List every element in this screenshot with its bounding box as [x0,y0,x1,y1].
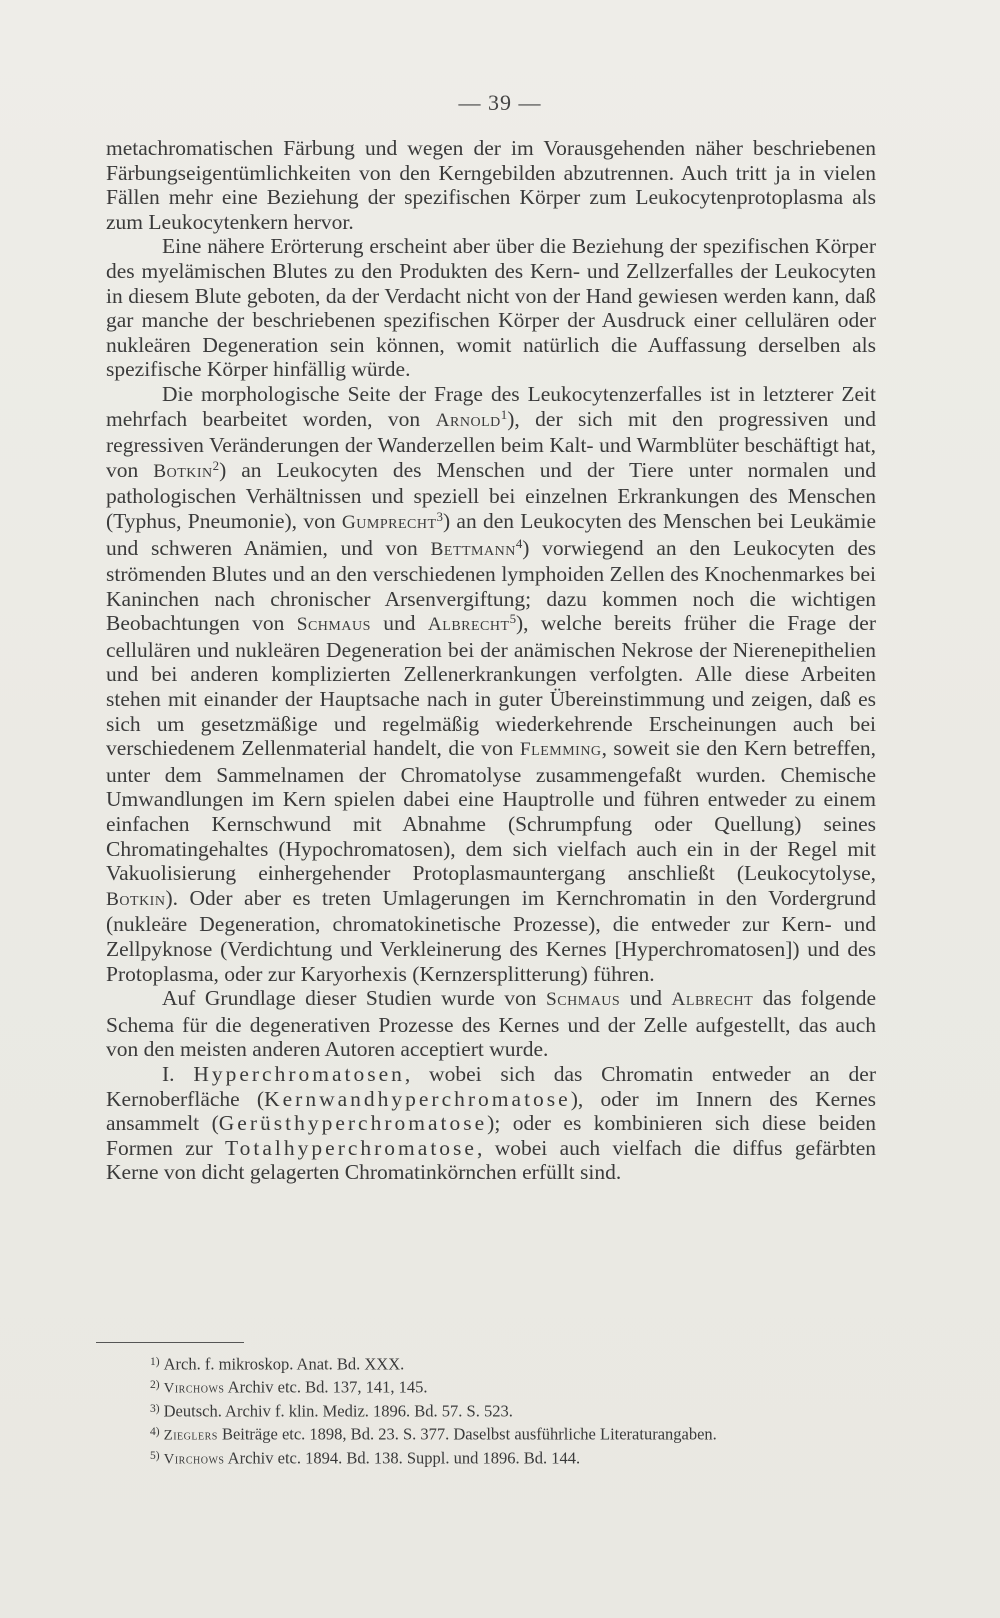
author-name: Schmaus [296,614,371,636]
text-segment: ). Oder aber es treten Umlagerungen im Kernchromatin in den Vordergrund (nukleäre Degeneration, chromatokinetische Prozesse), die entweder zur Kern- und Zellpyknose (Verdichtung und Verkleinerung des Kernes [Hyperchromatosen]) und des Protoplasma, oder zur Karyorhexis (Kernzersplitterung) führen. [106,885,876,986]
footnote [150,1446,880,1470]
footnote-reference: 5 [509,612,517,627]
text-segment: ), der sich mit den progressiven und regressiven Veränderungen der Wanderzellen beim Kalt- und Warmblüter beschäftigt hat, von [106,406,876,482]
text-segment: Eine nähere Erörterung erscheint aber über die Beziehung der spezifischen Körper des myelämischen Blutes zu den Produkten des Kern- und Zellzerfalles der Leukocyten in diesem Blute geboten, da der Verdacht nicht von der Hand gewiesen werden kann, daß gar manche der beschriebenen spezifischen Körper der Ausdruck einer cellulären oder nukleären Degeneration sein können, womit natürlich die Auffassung derselben als spezifische Körper hinfällig würde. [106,234,876,382]
text-segment: ), oder im Innern des Kernes ansammelt ( [106,1086,876,1136]
text-segment: Deutsch. Archiv f. klin. Mediz. 1896. Bd. 57. S. 523. [163,1401,513,1421]
text-segment: metachromatischen Färbung und wegen der im Vorausgehenden näher beschriebenen Färbungseigentümlichkeiten von den Kerngebilden abzutrennen. Auch tritt ja in vielen Fällen mehr eine Beziehung der spezifischen Körper zum Leukocytenprotoplasma als zum Leukocytenkern hervor. [106,136,876,234]
author-name: Virchows [163,1380,225,1397]
text-segment: Auf Grundlage dieser Studien wurde von [162,986,547,1011]
text-segment: , soweit sie den Kern betreffen, unter dem Sammelnamen der Chromatolyse zusammengefaßt wurden. Chemische Umwandlungen im Kern spielen dabei eine Hauptrolle und führen entweder zu einem einfachen Kernschwund mit Abnahme (Schrumpfung oder Quellung) seines Chromatingehaltes (Hypochromatosen), dem sich vielfach auch ein in der Regel mit Vakuolisierung einhergehender Protoplasmauntergang anschließt (Leukocytolyse, [106,736,876,886]
footnote [150,1352,880,1375]
footnote-reference: 4 [515,536,523,551]
paragraph [106,136,876,234]
page-number: — 39 — [458,90,542,115]
paragraph [106,986,876,1062]
text-segment: ), welche bereits früher die Frage der cellulären und nukleären Degeneration bei der anämischen Nekrose der Nierenepithelien und bei anderen komplizierten Zellenerkrankungen verfolgten. Alle diese Arbeiten stehen mit einander der Hauptsache nach in guter Übereinstimmung und zeigen, daß es sich um gesetzmäßige und regelmäßig wiederkehrende Erscheinungen auch bei verschiedenem Zellenmaterial handelt, die von [106,611,877,761]
text-segment: Archiv etc. Bd. 137, 141, 145. [224,1377,428,1397]
author-name: Bettmann [430,538,516,560]
text-segment: das folgende Schema für die degenerativen Prozesse des Kernes und der Zelle aufgestellt, das auch von den meisten anderen Autoren acceptiert wurde. [106,986,876,1062]
text-segment: Beiträge etc. 1898, Bd. 23. S. 377. Daselbst ausführliche Literaturangaben. [217,1424,717,1444]
text-segment: ) an Leukocyten des Menschen und der Tiere unter normalen und pathologischen Verhältnissen und speziell bei einzelnen Erkrankungen des Menschen (Typhus, Pneumonie), von [106,457,876,533]
author-name: Albrecht [671,989,754,1011]
text-segment: ); oder es kombinieren sich diese beiden Formen zur [106,1111,876,1160]
footnote-mark: 1) [150,1356,160,1368]
paragraph [106,234,876,382]
text-segment: Arch. f. mikroskop. Anat. Bd. XXX. [163,1354,405,1374]
text-segment: I. [162,1061,194,1086]
emphasized-term: Gerüsthyperchromatose [218,1111,488,1136]
author-name: Botkin [153,460,213,482]
author-name: Albrecht [427,614,510,636]
emphasized-term: Totalhyperchromatose [225,1135,477,1160]
paragraph [106,1062,876,1185]
text-segment: Archiv etc. 1894. Bd. 138. Suppl. und 1896. Bd. 144. [224,1449,581,1469]
author-name: Gumprecht [341,511,437,533]
author-name: Schmaus [546,989,621,1011]
text-segment: und [620,986,672,1011]
footnote-reference: 3 [436,509,443,524]
footnotes [150,1352,880,1471]
author-name: Arnold [435,409,501,431]
footnote-mark: 2) [150,1379,160,1392]
author-name: Zieglers [163,1427,218,1444]
author-name: Botkin [106,888,166,910]
footnote-mark: 4) [150,1426,160,1439]
footnote-mark: 5) [150,1450,160,1463]
footnote-reference: 1 [500,407,508,422]
footnote-reference: 2 [212,458,220,473]
text-segment: Die morphologische Seite der Frage des Leukocytenzerfalles ist in letzterer Zeit mehrfach bearbeitet worden, von [106,381,876,431]
footnote [150,1399,880,1422]
body-text [106,136,876,1185]
text-segment: , wobei auch vielfach die diffus gefärbten Kerne von dicht gelagerten Chromatinkörnchen erfüllt sind. [106,1135,876,1185]
footnote [150,1422,880,1446]
text-segment: ) vorwiegend an den Leukocyten des strömenden Blutes und an den verschiedenen lymphoiden Zellen des Knochenmarkes bei Kaninchen nach chronischer Arsenvergiftung; dazu kommen noch die wichtigen Beobachtungen von [106,535,876,636]
text-segment: ) an den Leukocyten des Menschen bei Leukämie und schweren Anämien, und von [106,508,876,560]
author-name: Virchows [163,1452,225,1469]
footnote-mark: 3) [150,1403,160,1416]
footnote [150,1375,880,1399]
text-segment: , wobei sich das Chromatin entweder an der Kernoberfläche ( [106,1061,876,1111]
emphasized-term: Kernwandhyperchromatose [264,1086,571,1111]
emphasized-term: Hyperchromatosen [193,1061,405,1086]
footnote-divider [96,1342,244,1343]
text-segment: und [370,611,428,636]
author-name: Flemming [519,739,602,761]
paragraph [106,382,876,986]
